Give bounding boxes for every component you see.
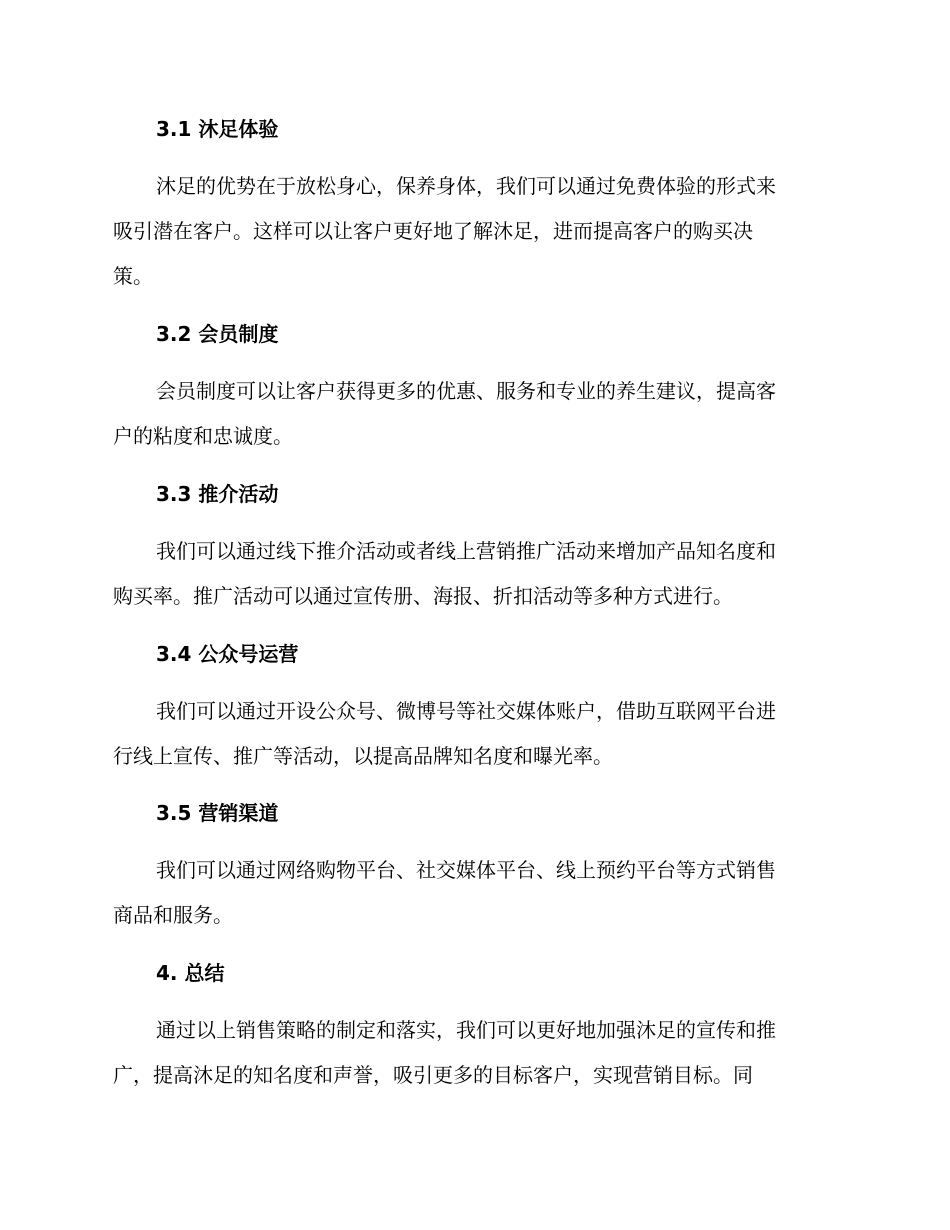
paragraph-line: 广，提高沐足的知名度和声誉，吸引更多的目标客户，实现营销目标。同 [113, 1063, 753, 1087]
paragraph-line: 户的粘度和忠诚度。 [113, 424, 293, 448]
paragraph-line: 购买率。推广活动可以通过宣传册、海报、折扣活动等多种方式进行。 [113, 584, 733, 608]
paragraph-line: 策。 [113, 264, 153, 288]
section-paragraph-3-3 [113, 529, 833, 619]
section-paragraph-3-2 [113, 369, 833, 459]
paragraph-line: 通过以上销售策略的制定和落实，我们可以更好地加强沐足的宣传和推 [156, 1018, 776, 1042]
paragraph-line: 我们可以通过网络购物平台、社交媒体平台、线上预约平台等方式销售 [156, 858, 776, 882]
paragraph-line: 我们可以通过线下推介活动或者线上营销推广活动来增加产品知名度和 [156, 539, 776, 563]
section-heading-3-4: 3.4 公众号运营 [156, 642, 299, 666]
section-heading-3-5: 3.5 营销渠道 [156, 801, 279, 825]
paragraph-line: 吸引潜在客户。这样可以让客户更好地了解沐足，进而提高客户的购买决 [113, 219, 753, 243]
section-heading-3-1: 3.1 沐足体验 [156, 117, 279, 141]
section-paragraph-3-1 [113, 164, 833, 299]
paragraph-line: 我们可以通过开设公众号、微博号等社交媒体账户，借助互联网平台进 [156, 699, 776, 723]
section-paragraph-4 [113, 1008, 833, 1098]
section-heading-3-2: 3.2 会员制度 [156, 322, 279, 346]
section-heading-3-3: 3.3 推介活动 [156, 482, 279, 506]
paragraph-line: 沐足的优势在于放松身心，保养身体，我们可以通过免费体验的形式来 [156, 174, 776, 198]
section-heading-4: 4. 总结 [156, 961, 225, 985]
paragraph-line: 行线上宣传、推广等活动，以提高品牌知名度和曝光率。 [113, 744, 613, 768]
paragraph-line: 会员制度可以让客户获得更多的优惠、服务和专业的养生建议，提高客 [156, 379, 776, 403]
paragraph-line: 商品和服务。 [113, 903, 233, 927]
section-paragraph-3-5 [113, 848, 833, 938]
section-paragraph-3-4 [113, 689, 833, 779]
